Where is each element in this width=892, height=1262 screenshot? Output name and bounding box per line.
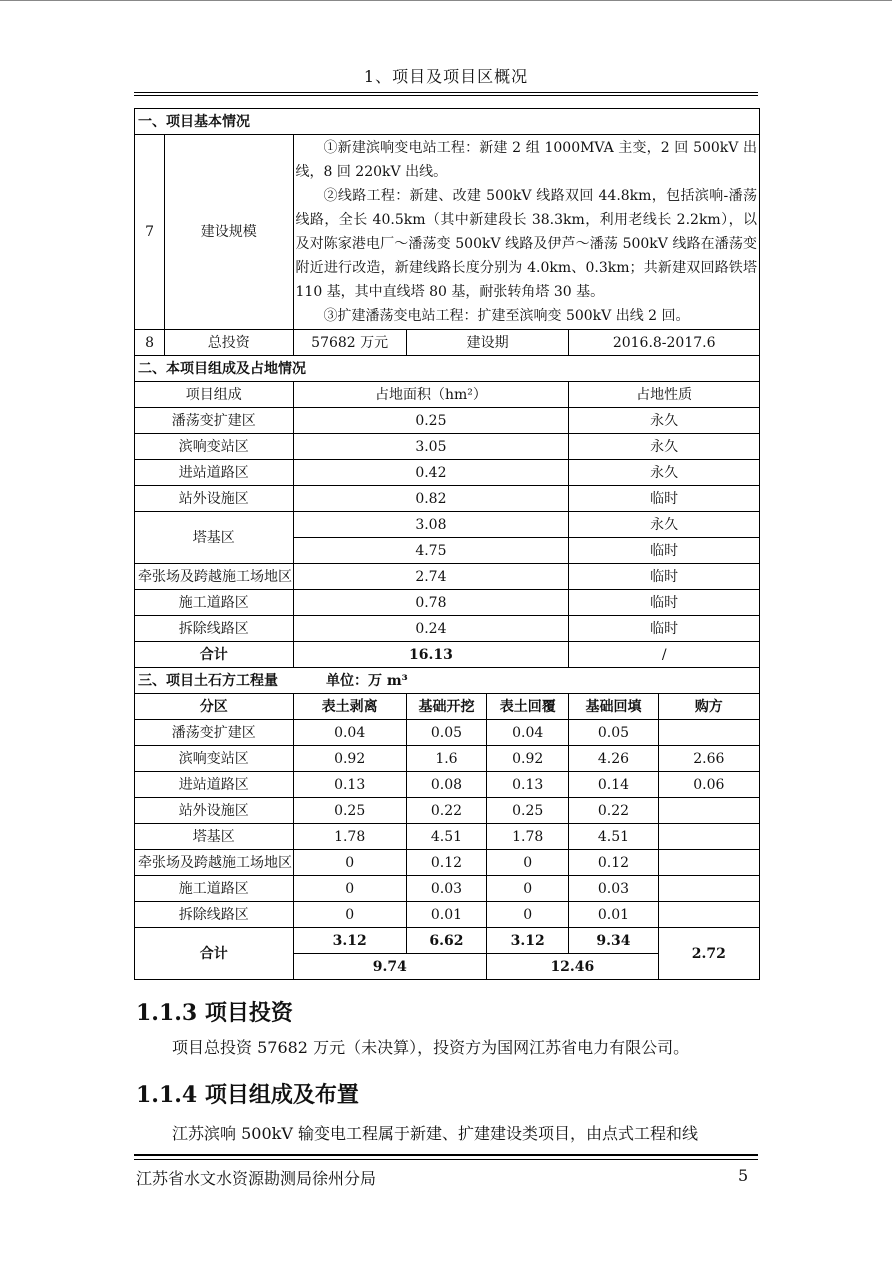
land-type: 永久 <box>569 460 760 486</box>
earth-cell: 0.92 <box>487 746 569 772</box>
land-type: 永久 <box>569 512 760 538</box>
earth-total-cell: 9.34 <box>569 928 658 954</box>
earth-cell <box>658 824 759 850</box>
earth-total-fill-sum: 12.46 <box>487 954 659 980</box>
earth-cell: 0 <box>293 876 406 902</box>
earth-cell: 0.04 <box>293 720 406 746</box>
earth-total-cell: 3.12 <box>293 928 406 954</box>
earth-row <box>135 824 760 850</box>
earth-cell: 2.66 <box>658 746 759 772</box>
earth-row <box>135 720 760 746</box>
heading-investment: 1.1.3 项目投资 <box>136 1000 293 1026</box>
earth-cell: 0.92 <box>293 746 406 772</box>
earth-cell: 0.01 <box>406 902 486 928</box>
earth-cell: 0.05 <box>569 720 658 746</box>
earth-cell: 0.04 <box>487 720 569 746</box>
earth-cell: 0.25 <box>487 798 569 824</box>
section-earthwork <box>135 668 760 694</box>
earth-total-cell: 6.62 <box>406 928 486 954</box>
land-col-header: 占地性质 <box>569 382 760 408</box>
land-area: 0.24 <box>293 616 569 642</box>
scale-item-2: ②线路工程：新建、改建 500kV 线路双回 44.8km，包括滨响-潘荡线路，全长 40.5km（其中新建段长 38.3km，利用老线长 2.2km），以及对陈家港电厂～潘荡变 500kV 线路及伊芦～潘荡 500kV 线路在潘荡变附近进行改造，新建线路长度分别为 4.0km、0.3km；共新建双回路铁塔 110 基，其中直线塔 80 基，耐张转角塔 30 基。 <box>295 188 757 300</box>
investment-paragraph: 项目总投资 57682 万元（未决算），投资方为国网江苏省电力有限公司。 <box>172 1038 690 1057</box>
earth-cell: 0.08 <box>406 772 486 798</box>
earth-cell: 0 <box>487 850 569 876</box>
earth-cell <box>658 720 759 746</box>
construction-scale-text <box>293 135 760 330</box>
earth-cell: 0 <box>487 902 569 928</box>
land-name: 施工道路区 <box>135 590 294 616</box>
earth-area-name: 塔基区 <box>135 824 294 850</box>
footer-rule <box>134 1154 758 1156</box>
earth-cell: 0 <box>293 850 406 876</box>
earth-cell: 0.03 <box>406 876 486 902</box>
construction-period-value: 2016.8-2017.6 <box>569 330 760 356</box>
earth-cell: 1.78 <box>487 824 569 850</box>
earth-area-name: 拆除线路区 <box>135 902 294 928</box>
project-overview-table <box>134 108 760 980</box>
earth-area-name: 牵张场及跨越施工场地区 <box>135 850 294 876</box>
land-row <box>135 564 760 590</box>
earth-cell: 1.78 <box>293 824 406 850</box>
header-rule <box>134 95 758 96</box>
row-number: 7 <box>135 135 165 330</box>
section-basic-info: 一、项目基本情况 <box>135 109 760 135</box>
land-row <box>135 434 760 460</box>
section-earthwork-title: 三、项目土石方工程量 <box>138 672 278 689</box>
land-area: 0.78 <box>293 590 569 616</box>
land-type: 临时 <box>569 616 760 642</box>
land-name: 牵张场及跨越施工场地区 <box>135 564 294 590</box>
running-header: 1、项目及项目区概况 <box>363 67 529 86</box>
land-name: 塔基区 <box>135 512 294 564</box>
land-area: 2.74 <box>293 564 569 590</box>
earth-area-name: 站外设施区 <box>135 798 294 824</box>
land-row <box>135 460 760 486</box>
earthwork-unit: 单位：万 m³ <box>326 672 408 689</box>
earth-cell: 0.06 <box>658 772 759 798</box>
composition-paragraph: 江苏滨响 500kV 输变电工程属于新建、扩建建设类项目，由点式工程和线 <box>172 1124 698 1143</box>
earth-cell: 0.03 <box>569 876 658 902</box>
land-type: 永久 <box>569 434 760 460</box>
earth-cell: 0.12 <box>569 850 658 876</box>
land-area: 0.25 <box>293 408 569 434</box>
earth-col-header: 基础开挖 <box>406 694 486 720</box>
earth-cell <box>658 902 759 928</box>
earth-cell: 0 <box>487 876 569 902</box>
scale-item-1: ①新建滨响变电站工程：新建 2 组 1000MVA 主变，2 回 500kV 出线，8 回 220kV 出线。 <box>295 140 757 180</box>
page-top-rule <box>0 0 892 1</box>
land-row <box>135 616 760 642</box>
earth-row <box>135 772 760 798</box>
footer-rule <box>134 1159 758 1160</box>
earth-cell: 0.01 <box>569 902 658 928</box>
earth-area-name: 进站道路区 <box>135 772 294 798</box>
total-investment-value: 57682 万元 <box>293 330 406 356</box>
earth-cell <box>658 876 759 902</box>
earth-area-name: 滨响变站区 <box>135 746 294 772</box>
row-number: 8 <box>135 330 165 356</box>
earth-row <box>135 876 760 902</box>
earth-area-name: 施工道路区 <box>135 876 294 902</box>
heading-composition: 1.1.4 项目组成及布置 <box>136 1082 359 1108</box>
earth-total-dig-sum: 9.74 <box>293 954 487 980</box>
earth-total-purchase: 2.72 <box>658 928 759 980</box>
earth-cell: 4.51 <box>569 824 658 850</box>
earth-cell: 0.05 <box>406 720 486 746</box>
scale-item-3: ③扩建潘荡变电站工程：扩建至滨响变 500kV 出线 2 回。 <box>323 308 690 324</box>
land-total-row <box>135 642 760 668</box>
earth-cell <box>658 850 759 876</box>
land-name: 潘荡变扩建区 <box>135 408 294 434</box>
land-type: 临时 <box>569 538 760 564</box>
earth-cell: 0.13 <box>487 772 569 798</box>
land-type: 临时 <box>569 590 760 616</box>
earth-cell: 4.51 <box>406 824 486 850</box>
earth-row <box>135 798 760 824</box>
land-area: 3.05 <box>293 434 569 460</box>
footer-organization: 江苏省水文水资源勘测局徐州分局 <box>136 1169 377 1188</box>
land-area: 4.75 <box>293 538 569 564</box>
land-col-header: 占地面积（hm²） <box>293 382 569 408</box>
earth-area-name: 潘荡变扩建区 <box>135 720 294 746</box>
earth-col-header: 基础回填 <box>569 694 658 720</box>
land-col-header: 项目组成 <box>135 382 294 408</box>
land-type: 临时 <box>569 486 760 512</box>
land-name: 站外设施区 <box>135 486 294 512</box>
land-name: 拆除线路区 <box>135 616 294 642</box>
earth-cell: 0 <box>293 902 406 928</box>
land-type: 永久 <box>569 408 760 434</box>
row-label: 总投资 <box>165 330 293 356</box>
header-rule <box>134 92 758 93</box>
land-area: 0.42 <box>293 460 569 486</box>
earth-total-row <box>135 928 760 954</box>
land-total-area: 16.13 <box>293 642 569 668</box>
earth-row <box>135 850 760 876</box>
earth-cell: 0.12 <box>406 850 486 876</box>
earth-row <box>135 902 760 928</box>
land-total-label: 合计 <box>135 642 294 668</box>
land-row <box>135 408 760 434</box>
earth-row <box>135 746 760 772</box>
earth-cell: 1.6 <box>406 746 486 772</box>
earth-cell: 4.26 <box>569 746 658 772</box>
earth-total-cell: 3.12 <box>487 928 569 954</box>
earth-cell: 0.22 <box>569 798 658 824</box>
land-name: 进站道路区 <box>135 460 294 486</box>
earth-col-header: 表土回覆 <box>487 694 569 720</box>
section-land-use: 二、本项目组成及占地情况 <box>135 356 760 382</box>
earth-cell: 0.25 <box>293 798 406 824</box>
earth-col-header: 分区 <box>135 694 294 720</box>
earth-col-header: 购方 <box>658 694 759 720</box>
earth-cell: 0.13 <box>293 772 406 798</box>
land-row <box>135 486 760 512</box>
land-area: 0.82 <box>293 486 569 512</box>
land-type: 临时 <box>569 564 760 590</box>
earth-cell <box>658 798 759 824</box>
earth-col-header: 表土剥离 <box>293 694 406 720</box>
land-row <box>135 590 760 616</box>
construction-period-label: 建设期 <box>406 330 569 356</box>
page-number: 5 <box>738 1166 749 1185</box>
earth-total-label: 合计 <box>135 928 294 980</box>
earth-cell: 0.14 <box>569 772 658 798</box>
land-row <box>135 512 760 538</box>
land-total-type: / <box>569 642 760 668</box>
row-label: 建设规模 <box>165 135 293 330</box>
land-name: 滨响变站区 <box>135 434 294 460</box>
earth-cell: 0.22 <box>406 798 486 824</box>
land-area: 3.08 <box>293 512 569 538</box>
